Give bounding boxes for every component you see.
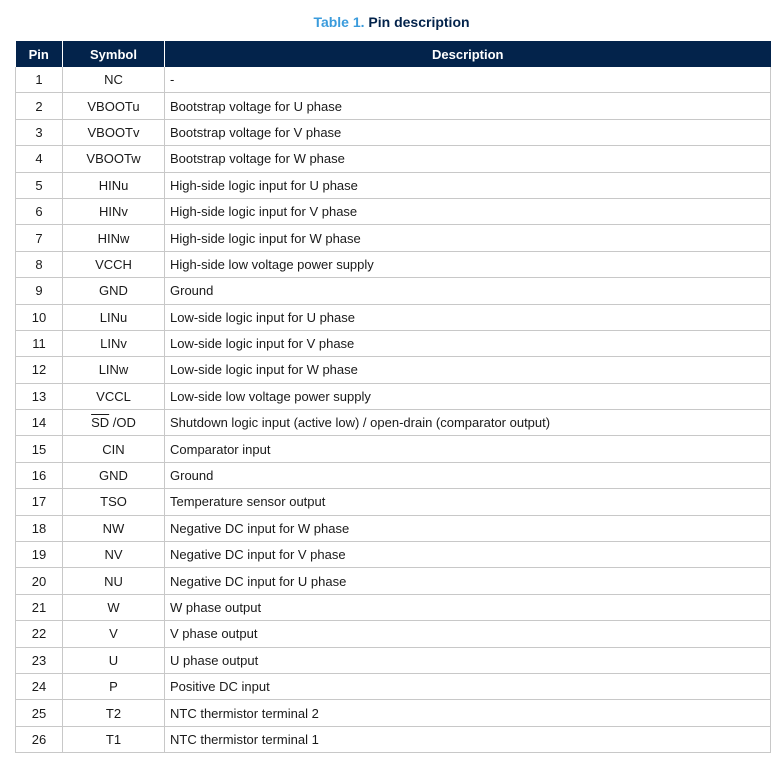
table-row [16,700,771,726]
description-cell: High-side logic input for V phase [165,198,771,224]
symbol-cell: T1 [63,726,165,752]
description-cell: NTC thermistor terminal 2 [165,700,771,726]
table-row [16,568,771,594]
symbol-cell: LINw [63,357,165,383]
table-row [16,330,771,356]
table-row [16,93,771,119]
table-header-row [16,41,771,67]
symbol-cell: P [63,673,165,699]
symbol-cell: HINw [63,225,165,251]
pin-cell: 25 [16,700,63,726]
table-row [16,225,771,251]
header-pin: Pin [16,41,63,67]
description-cell: Positive DC input [165,673,771,699]
symbol-cell: HINv [63,198,165,224]
table-row [16,278,771,304]
pin-cell: 12 [16,357,63,383]
symbol-cell: VBOOTw [63,146,165,172]
table-row [16,119,771,145]
table-row [16,673,771,699]
table-caption [0,0,783,30]
description-cell: Low-side logic input for U phase [165,304,771,330]
symbol-cell: VBOOTv [63,119,165,145]
header-description: Description [165,41,771,67]
table-row [16,172,771,198]
pin-cell: 17 [16,489,63,515]
table-row [16,251,771,277]
table-row [16,594,771,620]
description-cell: Ground [165,278,771,304]
symbol-cell: W [63,594,165,620]
pin-cell: 20 [16,568,63,594]
description-cell: W phase output [165,594,771,620]
description-cell: Negative DC input for V phase [165,542,771,568]
symbol-text: /OD [109,415,136,431]
pin-cell: 23 [16,647,63,673]
description-cell: Bootstrap voltage for V phase [165,119,771,145]
pin-cell: 26 [16,726,63,752]
symbol-cell: TSO [63,489,165,515]
description-cell: Negative DC input for W phase [165,515,771,541]
description-cell: Negative DC input for U phase [165,568,771,594]
pin-cell: 19 [16,542,63,568]
description-cell: Low-side low voltage power supply [165,383,771,409]
description-cell: U phase output [165,647,771,673]
pin-cell: 9 [16,278,63,304]
pin-cell: 10 [16,304,63,330]
pin-cell: 16 [16,462,63,488]
symbol-cell: LINu [63,304,165,330]
table-row [16,462,771,488]
pin-cell: 5 [16,172,63,198]
symbol-overline-text: $\overline{SD}$ [91,415,110,431]
description-cell: High-side logic input for W phase [165,225,771,251]
description-cell: NTC thermistor terminal 1 [165,726,771,752]
table-row [16,621,771,647]
description-cell: - [165,67,771,93]
table-row [16,383,771,409]
table-body [16,67,771,753]
description-cell: Temperature sensor output [165,489,771,515]
table-caption-title: Pin description [368,14,470,30]
symbol-cell: CIN [63,436,165,462]
table-row [16,515,771,541]
symbol-cell: NC [63,67,165,93]
description-cell: High-side logic input for U phase [165,172,771,198]
pin-cell: 1 [16,67,63,93]
description-cell: V phase output [165,621,771,647]
symbol-cell: VCCH [63,251,165,277]
pin-cell: 21 [16,594,63,620]
symbol-cell: LINv [63,330,165,356]
table-row [16,146,771,172]
description-cell: Low-side logic input for W phase [165,357,771,383]
pin-cell: 6 [16,198,63,224]
symbol-cell: GND [63,462,165,488]
pin-cell: 8 [16,251,63,277]
pin-cell: 24 [16,673,63,699]
table-row [16,436,771,462]
symbol-cell: T2 [63,700,165,726]
pin-cell: 15 [16,436,63,462]
description-cell: Shutdown logic input (active low) / open-drain (comparator output) [165,410,771,436]
symbol-cell [63,410,165,436]
symbol-cell: VCCL [63,383,165,409]
symbol-cell: NW [63,515,165,541]
header-symbol: Symbol [63,41,165,67]
description-cell: Ground [165,462,771,488]
pin-cell: 3 [16,119,63,145]
pin-cell: 7 [16,225,63,251]
pin-cell: 2 [16,93,63,119]
description-cell: Comparator input [165,436,771,462]
pin-cell: 18 [16,515,63,541]
symbol-cell: NU [63,568,165,594]
symbol-cell: U [63,647,165,673]
table-row [16,198,771,224]
table-row [16,67,771,93]
description-cell: High-side low voltage power supply [165,251,771,277]
table-row [16,304,771,330]
table-row [16,489,771,515]
table-row [16,542,771,568]
symbol-cell: NV [63,542,165,568]
symbol-cell: VBOOTu [63,93,165,119]
description-cell: Bootstrap voltage for W phase [165,146,771,172]
pin-cell: 4 [16,146,63,172]
pin-cell: 22 [16,621,63,647]
table-row [16,410,771,436]
pin-cell: 11 [16,330,63,356]
symbol-cell: HINu [63,172,165,198]
table-caption-label: Table 1. [313,14,365,30]
pin-cell: 14 [16,410,63,436]
table-row [16,726,771,752]
table-row [16,647,771,673]
description-cell: Bootstrap voltage for U phase [165,93,771,119]
description-cell: Low-side logic input for V phase [165,330,771,356]
symbol-cell: GND [63,278,165,304]
symbol-cell: V [63,621,165,647]
table-row [16,357,771,383]
pin-cell: 13 [16,383,63,409]
pin-description-table [15,41,771,753]
